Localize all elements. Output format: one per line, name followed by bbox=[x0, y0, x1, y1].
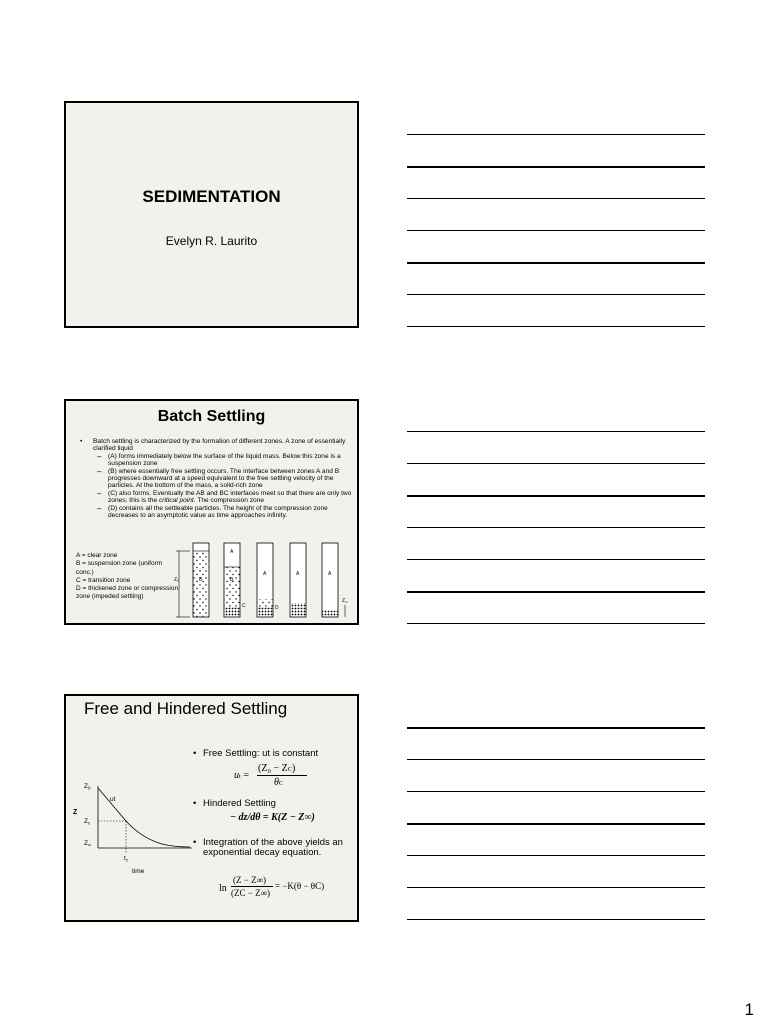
z0-label: $Z_0$ bbox=[84, 783, 91, 791]
note-line bbox=[407, 591, 705, 593]
ut-label: ut bbox=[110, 796, 116, 803]
bullet-hindered-settling: • Hindered Settling bbox=[203, 799, 353, 809]
note-line bbox=[407, 759, 705, 760]
equation-hindered-settling bbox=[230, 812, 315, 823]
bullet-sub-b: – (B) where essentially free settling occurs. The interface between zones A and B progresses downward at a speed equivalent to the free settling velocity of the particles. At the bottom of the mass, a solid-rich zone bbox=[78, 468, 354, 490]
note-line bbox=[407, 727, 705, 729]
note-line bbox=[407, 294, 705, 295]
bullet-sub-d: – (D) contains all the settleable particles. The height of the compression zone decreases to an asymptotic value as time approaches infinity. bbox=[78, 505, 354, 520]
note-line bbox=[407, 527, 705, 528]
z0-label: $Z_0$ bbox=[174, 577, 180, 583]
slide-2 bbox=[64, 399, 359, 625]
slide-1-author: Evelyn R. Laurito bbox=[165, 234, 258, 248]
note-line bbox=[407, 198, 705, 199]
eq2-rhs: = K(Z − Z∞) bbox=[262, 812, 315, 823]
z-axis-label: Z bbox=[73, 809, 78, 816]
note-line bbox=[407, 919, 705, 920]
sub-c-text-end: . The compression zone bbox=[193, 497, 265, 505]
slide-1-title: SEDIMENTATION bbox=[142, 187, 281, 206]
note-line bbox=[407, 623, 705, 624]
settling-curve-graph bbox=[70, 774, 198, 880]
eq2-lhs: − dz/dθ bbox=[230, 812, 261, 823]
bullet-free-settling: • Free Settling: ut is constant bbox=[203, 749, 353, 759]
column-5 bbox=[322, 543, 338, 617]
zinf-label: $Z_\infty$ bbox=[342, 598, 348, 604]
sub-c-emphasis: critical point bbox=[158, 497, 194, 505]
page-number: 1 bbox=[744, 1000, 754, 1019]
zone-b-label: B bbox=[199, 577, 203, 583]
zinf-label: $Z_\infty$ bbox=[84, 840, 92, 848]
bullet-sub-a: – (A) forms immediately below the surface of the liquid mass. Below this zone is a suspension zone bbox=[78, 453, 354, 468]
note-line bbox=[407, 166, 705, 168]
legend-item: D = thickened zone or compression zone (impeded settling) bbox=[76, 585, 179, 601]
note-line bbox=[407, 326, 705, 327]
note-line bbox=[407, 559, 705, 560]
zone-c-label: C bbox=[242, 603, 246, 609]
zone-b-label-2: B bbox=[230, 577, 234, 583]
note-line bbox=[407, 855, 705, 856]
legend-item: C = transition zone bbox=[76, 576, 131, 584]
zone-a-label-3: A bbox=[296, 571, 300, 577]
slide-3: Free and Hindered Settling $Z_0$ ut Z $Z_c$ $Z_\infty$ $t_c$ time • Free Settling: ut is constant ut = (Z₀ − ZC) θC • Hindered Settling − dz/dθ = K(Z − Z∞) • Integration of the above yields an exponential decay equation. ln (Z − Z∞) (ZC − Z∞) = −K(θ − θC) bbox=[64, 694, 359, 922]
bullet-sub-c bbox=[78, 490, 354, 505]
zone-d-label: D bbox=[275, 605, 279, 611]
legend-item: B = suspension zone (uniform conc.) bbox=[76, 560, 163, 576]
slide-2-title: Batch Settling bbox=[157, 408, 266, 425]
note-line bbox=[407, 262, 705, 264]
note-line bbox=[407, 230, 705, 231]
bullet-main: • Batch settling is characterized by the formation of different zones. A zone of essentially clarified liquid bbox=[78, 438, 354, 453]
zone-legend bbox=[76, 552, 181, 602]
note-line bbox=[407, 463, 705, 464]
slide-2-bullets bbox=[78, 438, 354, 519]
note-line bbox=[407, 431, 705, 432]
note-line bbox=[407, 823, 705, 825]
note-line bbox=[407, 887, 705, 888]
tc-label: $t_c$ bbox=[124, 855, 129, 863]
equation-exponential-decay: ln (Z − Z∞) (ZC − Z∞) = −K(θ − θC) bbox=[219, 875, 325, 898]
zone-a-label-2: A bbox=[263, 571, 267, 577]
note-line bbox=[407, 495, 705, 497]
bullet-integration: • Integration of the above yields an exponential decay equation. bbox=[203, 838, 353, 857]
settling-columns-figure bbox=[174, 541, 358, 625]
slide-3-title: Free and Hindered Settling bbox=[84, 699, 288, 718]
note-line bbox=[407, 134, 705, 135]
legend-item: A = clear zone bbox=[76, 552, 118, 559]
time-axis-label: time bbox=[132, 868, 145, 875]
zone-a-label-4: A bbox=[328, 571, 332, 577]
sub-c-text: (C) also forms. Eventually the AB and BC interfaces meet so that there are only two zones; this is the bbox=[108, 489, 352, 505]
zone-a-label: A bbox=[230, 549, 234, 555]
slide-1 bbox=[64, 101, 359, 328]
note-line bbox=[407, 791, 705, 792]
zc-label: $Z_c$ bbox=[84, 818, 91, 826]
